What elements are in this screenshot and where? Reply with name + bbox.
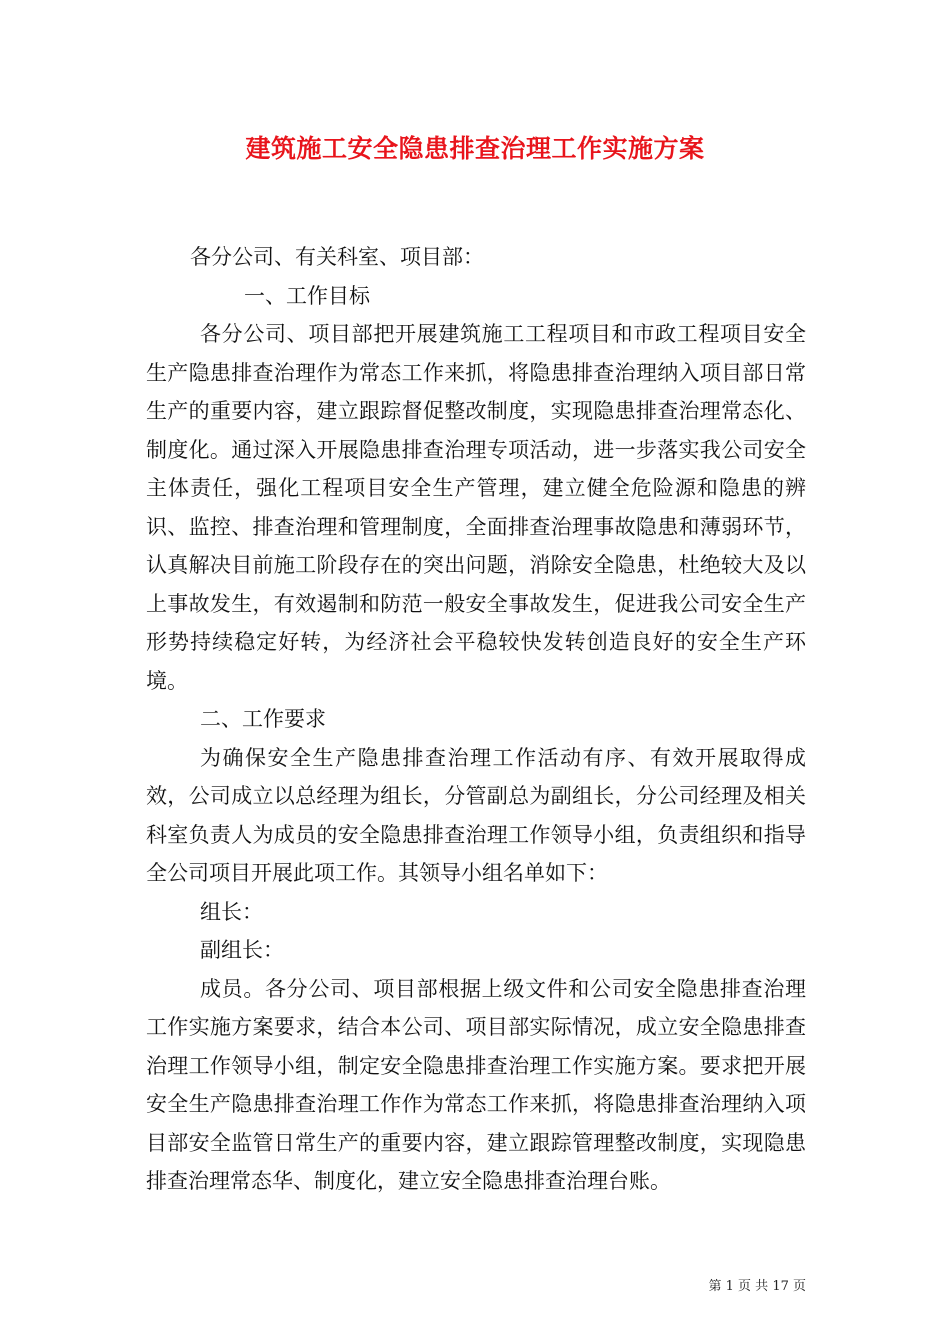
members-paragraph: 成员。各分公司、项目部根据上级文件和公司安全隐患排查治理工作实施方案要求，结合本公司、项目部实际情况，成立安全隐患排查治理工作领导小组，制定安全隐患排查治理工作实施方案。要求把开展安全生产隐患排查治理工作作为常态工作来抓，将隐患排查治理纳入项目部安全监管日常生产的重要内容，建立跟踪管理整改制度，实现隐患排查治理常态华、制度化，建立安全隐患排查治理台账。 [146, 976, 806, 1193]
deputy-leader-label: 副组长： [200, 938, 284, 962]
section-heading-work-goal: 一、工作目标 [244, 283, 370, 308]
section-body-work-goal: 各分公司、项目部把开展建筑施工工程项目和市政工程项目安全生产隐患排查治理作为常态工作来抓，将隐患排查治理纳入项目部日常生产的重要内容，建立跟踪督促整改制度，实现隐患排查治理常态化、制度化。通过深入开展隐患排查治理专项活动，进一步落实我公司安全主体责任，强化工程项目安全生产管理，建立健全危险源和隐患的辨识、监控、排查治理和管理制度，全面排查治理事故隐患和薄弱环节，认真解决目前施工阶段存在的突出问题，消除安全隐患，杜绝较大及以上事故发生，有效遏制和防范一般安全事故发生，促进我公司安全生产形势持续稳定好转，为经济社会平稳较快发转创造良好的安全生产环境。 [146, 322, 806, 693]
document-title: 建筑施工安全隐患排查治理工作实施方案 [245, 134, 705, 163]
section-heading-work-requirements: 二、工作要求 [200, 707, 326, 731]
section-body-work-requirements: 为确保安全生产隐患排查治理工作活动有序、有效开展取得成效，公司成立以总经理为组长，分管副总为副组长，分公司经理及相关科室负责人为成员的安全隐患排查治理工作领导小组，负责组织和指导全公司项目开展此项工作。其领导小组名单如下： [146, 745, 806, 885]
leader-label: 组长： [200, 899, 263, 924]
document-body [146, 238, 806, 1201]
salutation: 各分公司、有关科室、项目部： [190, 245, 484, 269]
page-number-footer: 第 1 页 共 17 页 [708, 1279, 806, 1294]
